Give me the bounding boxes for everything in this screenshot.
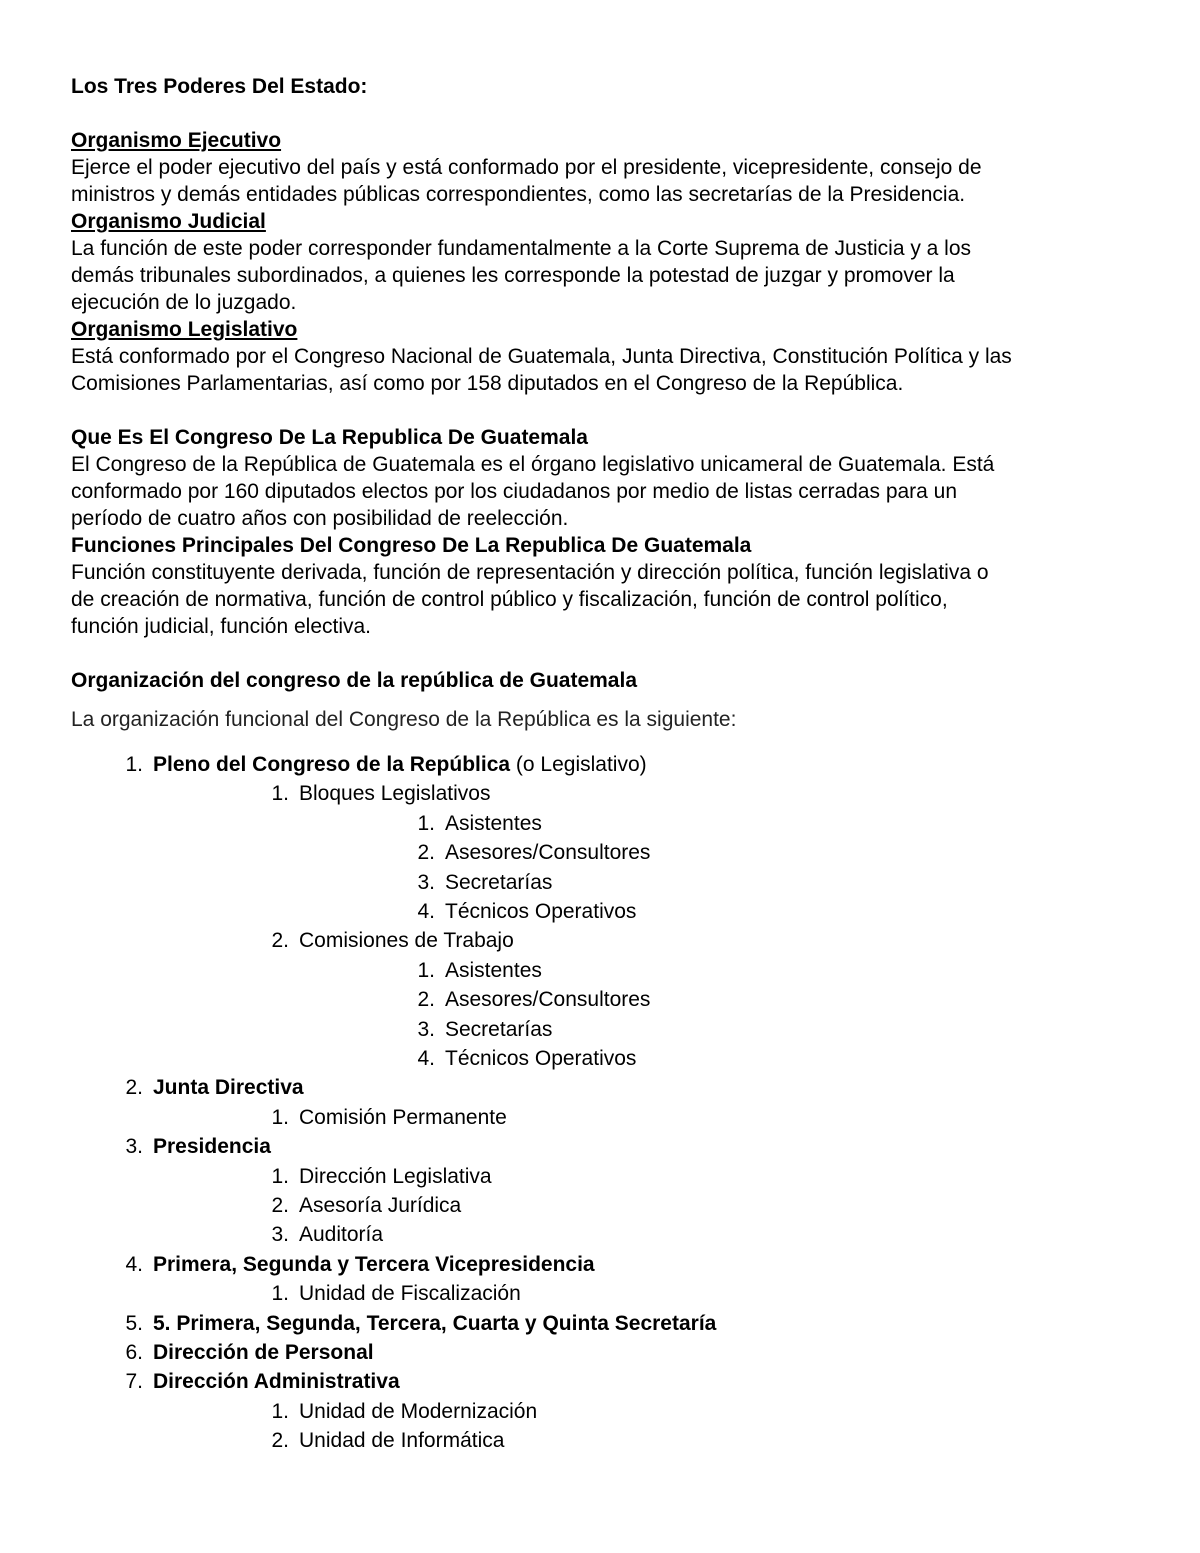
outline-number: 1. <box>271 1105 289 1129</box>
outline-item-level-1 <box>109 1251 595 1278</box>
outline-item-level-3 <box>401 986 650 1013</box>
outline-number: 1. <box>271 1399 289 1423</box>
outline-number: 1. <box>271 782 289 806</box>
outline-number: 1. <box>125 753 143 776</box>
outline-number: 3. <box>417 1017 435 1041</box>
outline-text: Comisión Permanente <box>299 1105 507 1129</box>
outline-item-level-2 <box>255 1427 504 1454</box>
document-body <box>71 73 1131 733</box>
heading-legislativo: Organismo Legislativo <box>71 318 298 341</box>
outline-text: Dirección Legislativa <box>299 1164 492 1188</box>
outline-number: 5. <box>125 1311 143 1335</box>
outline-number: 4. <box>125 1252 143 1276</box>
outline-number: 4. <box>417 900 435 923</box>
outline-text: Secretarías <box>445 870 553 894</box>
outline-number: 1. <box>417 958 435 982</box>
paragraph-line: Función constituyente derivada, función de representación y dirección política, función legislativa o <box>71 561 989 584</box>
outline-text: Asesores/Consultores <box>445 988 651 1012</box>
outline-bold-label: 5. Primera, Segunda, Tercera, Cuarta y Quinta Secretaría <box>153 1311 717 1335</box>
outline-number: 2. <box>271 1194 289 1217</box>
outline-item-level-1 <box>109 751 647 778</box>
outline-number: 7. <box>125 1370 143 1394</box>
outline-bold-label: Junta Directiva <box>153 1076 304 1100</box>
outline-text: Unidad de Fiscalización <box>299 1282 521 1306</box>
outline-number: 6. <box>125 1341 143 1364</box>
outline-item-level-2 <box>255 927 514 954</box>
outline-item-level-3 <box>401 1045 636 1072</box>
paragraph-line: ministros y demás entidades públicas correspondientes, como las secretarías de la Presidencia. <box>71 183 966 206</box>
outline-text: Asistentes <box>445 958 542 982</box>
outline-number: 1. <box>271 1282 289 1306</box>
paragraph-line: período de cuatro años con posibilidad de reelección. <box>71 507 569 530</box>
paragraph-line: demás tribunales subordinados, a quienes les corresponde la potestad de juzgar y promover la <box>71 264 955 287</box>
outline-bold-label: Primera, Segunda y Tercera Vicepresidencia <box>153 1252 595 1276</box>
outline-item-level-2 <box>255 1192 461 1219</box>
heading-funciones: Funciones Principales Del Congreso De La Republica De Guatemala <box>71 534 752 557</box>
paragraph-line: conformado por 160 diputados electos por los ciudadanos por medio de listas cerradas para un <box>71 480 958 503</box>
paragraph-line: función judicial, función electiva. <box>71 615 372 638</box>
outline-item-level-2 <box>255 1398 537 1425</box>
outline-item-level-2 <box>255 1104 507 1131</box>
outline-text <box>153 1368 400 1395</box>
outline-text: Unidad de Informática <box>299 1429 505 1453</box>
outline-text: Técnicos Operativos <box>445 1047 637 1070</box>
heading-judicial: Organismo Judicial <box>71 210 266 233</box>
paragraph-line: Comisiones Parlamentarias, así como por 158 diputados en el Congreso de la República. <box>71 372 904 395</box>
paragraph-line: Ejerce el poder ejecutivo del país y está conformado por el presidente, vicepresidente, consejo de <box>71 156 982 179</box>
outline-number: 3. <box>417 870 435 894</box>
outline-text: Técnicos Operativos <box>445 900 637 923</box>
outline-item-level-3 <box>401 957 542 984</box>
outline-item-level-1 <box>109 1310 716 1337</box>
outline-item-level-3 <box>401 810 542 837</box>
outline-text: Unidad de Modernización <box>299 1399 538 1423</box>
outline-number: 3. <box>271 1223 289 1247</box>
outline-item-level-2 <box>255 1280 521 1307</box>
outline-bold-label: Presidencia <box>153 1135 271 1159</box>
organizacion-intro: La organización funcional del Congreso de la República es la siguiente: <box>71 708 737 731</box>
outline-number: 2. <box>125 1076 143 1100</box>
outline-number: 2. <box>271 1429 289 1453</box>
paragraph-line: ejecución de lo juzgado. <box>71 291 297 314</box>
outline-text: Bloques Legislativos <box>299 782 491 806</box>
outline-bold-label: Dirección de Personal <box>153 1341 374 1364</box>
outline-text <box>153 1251 595 1278</box>
paragraph-line: El Congreso de la República de Guatemala es el órgano legislativo unicameral de Guatemala. Está <box>71 453 995 476</box>
outline-item-level-1 <box>109 1074 304 1101</box>
paragraph-line: La función de este poder corresponder fundamentalmente a la Corte Suprema de Justicia y a los <box>71 237 972 260</box>
outline-item-level-3 <box>401 869 552 896</box>
outline-text <box>153 1074 304 1101</box>
outline-item-level-2 <box>255 1221 383 1248</box>
outline-item-level-1 <box>109 1339 374 1366</box>
heading-congreso: Que Es El Congreso De La Republica De Guatemala <box>71 426 588 449</box>
outline-text <box>153 1310 716 1337</box>
outline-number: 2. <box>271 929 289 953</box>
outline-text: Asistentes <box>445 811 542 835</box>
outline-item-level-3 <box>401 898 636 925</box>
outline-text: Asesores/Consultores <box>445 841 651 865</box>
outline-item-level-2 <box>255 1163 492 1190</box>
outline-number: 2. <box>417 841 435 865</box>
page-title: Los Tres Poderes Del Estado: <box>71 75 368 98</box>
outline-rest-label: (o Legislativo) <box>510 753 647 776</box>
outline-item-level-1 <box>109 1368 400 1395</box>
outline-bold-label: Dirección Administrativa <box>153 1370 400 1394</box>
heading-organizacion: Organización del congreso de la república de Guatemala <box>71 669 637 692</box>
outline-number: 2. <box>417 988 435 1012</box>
outline-number: 4. <box>417 1047 435 1070</box>
outline-item-level-3 <box>401 839 650 866</box>
outline-text <box>153 751 647 778</box>
heading-ejecutivo: Organismo Ejecutivo <box>71 129 282 152</box>
outline-text <box>153 1133 271 1160</box>
outline-text <box>153 1339 374 1366</box>
outline-item-level-1 <box>109 1133 271 1160</box>
outline-text: Comisiones de Trabajo <box>299 929 514 953</box>
outline-number: 1. <box>271 1164 289 1188</box>
outline-text: Secretarías <box>445 1017 553 1041</box>
outline-number: 3. <box>125 1135 143 1159</box>
outline-item-level-3 <box>401 1016 552 1043</box>
outline-text: Auditoría <box>299 1223 384 1247</box>
outline-text: Asesoría Jurídica <box>299 1194 462 1217</box>
paragraph-line: de creación de normativa, función de control público y fiscalización, función de control político, <box>71 588 948 611</box>
paragraph-line: Está conformado por el Congreso Nacional de Guatemala, Junta Directiva, Constitución Política y las <box>71 345 1012 368</box>
outline-bold-label: Pleno del Congreso de la República <box>153 753 511 776</box>
outline-number: 1. <box>417 811 435 835</box>
outline-item-level-2 <box>255 780 490 807</box>
